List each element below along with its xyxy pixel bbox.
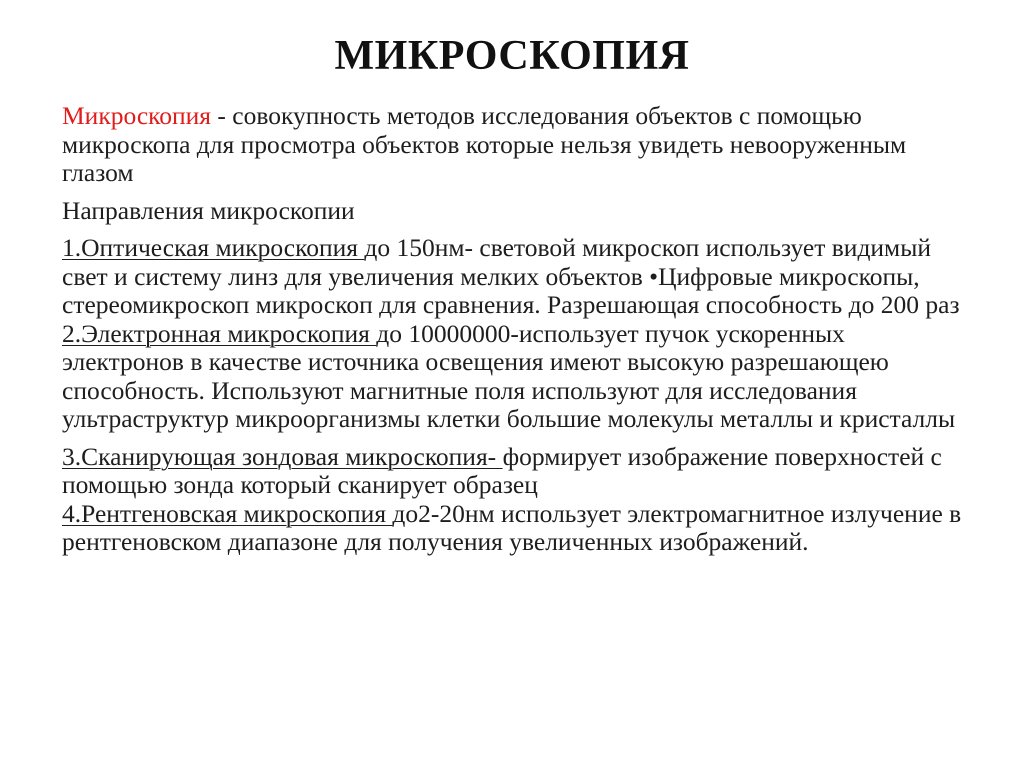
directions-heading: Направления микроскопии	[62, 195, 355, 225]
method-scanning-probe-name: 3.Сканирующая зондовая микроскопия-	[62, 441, 503, 471]
method-electron	[62, 320, 962, 434]
method-scanning-probe-text: формирует изображение поверхностей с помощью зонда который сканирует образец	[62, 441, 942, 499]
method-electron-text: до 10000000-использует пучок ускоренных электронов в качестве источника освещения имеют высокую разрешающею способность. Используют магнитные поля используют для исследования ультраструктур микроорганизмы клетки большие молекулы металлы и кристаллы	[62, 318, 956, 433]
method-xray-text: до2-20нм использует электромагнитное излучение в рентгеновском диапазоне для получения увеличенных изображений.	[62, 498, 962, 556]
definition-text: - совокупность методов исследования объектов с помощью микроскопа для просмотра объектов которые нельзя увидеть невооруженным глазом	[62, 101, 907, 187]
definition-term: Микроскопия	[62, 101, 212, 130]
method-electron-name: 2.Электронная микроскопия	[62, 318, 377, 348]
method-xray	[62, 500, 962, 557]
slide-title: МИКРОСКОПИЯ	[334, 33, 690, 79]
method-scanning-probe	[62, 443, 962, 500]
method-optical-name: 1.Оптическая микроскопия	[62, 233, 365, 262]
method-optical	[62, 234, 962, 320]
method-xray-name: 4.Рентгеновская микроскопия	[62, 498, 393, 528]
method-optical-text: до 150нм- световой микроскоп использует видимый свет и систему линз для увеличения мелких объектов •Цифровые микроскопы, стереомикроскоп микроскоп для сравнения. Разрешающая способность до 200 раз	[62, 233, 960, 319]
definition-paragraph	[62, 102, 962, 188]
slide-body	[62, 102, 962, 557]
